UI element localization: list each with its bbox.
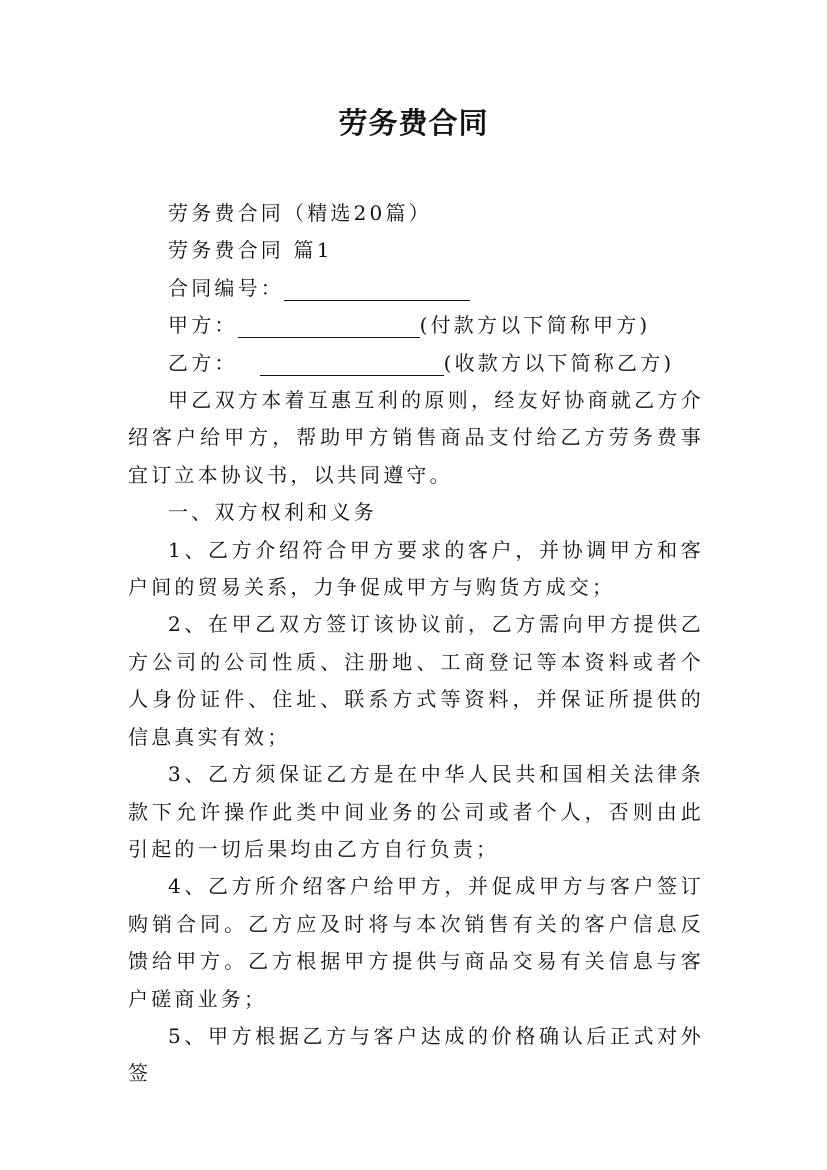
party-a-blank bbox=[238, 315, 420, 338]
section-heading: 劳务费合同 篇1 bbox=[168, 238, 333, 263]
paragraph-clause-2: 2、在甲乙双方签订该协议前，乙方需向甲方提供乙方公司的公司性质、注册地、工商登记等本资料或者个人身份证件、住址、联系方式等资料，并保证所提供的信息真实有效； bbox=[128, 612, 704, 749]
paragraph-clause-3: 3、乙方须保证乙方是在中华人民共和国相关法律条款下允许操作此类中间业务的公司或者个人，否则由此引起的一切后果均由乙方自行负责； bbox=[128, 762, 704, 861]
party-a-note: (付款方以下简称甲方) bbox=[419, 313, 651, 338]
document-title: 劳务费合同 bbox=[338, 106, 489, 140]
subtitle: 劳务费合同（精选20篇） bbox=[168, 201, 432, 225]
contract-number-label: 合同编号： bbox=[168, 275, 284, 300]
paragraph-clause-1: 1、乙方介绍符合甲方要求的客户，并协调甲方和客户间的贸易关系，力争促成甲方与购货方成交； bbox=[128, 537, 704, 600]
party-a-label: 甲方： bbox=[168, 313, 238, 338]
paragraph-clause-4: 4、乙方所介绍客户给甲方，并促成甲方与客户签订购销合同。乙方应及时将与本次销售有关的客户信息反馈给甲方。乙方根据甲方提供与商品交易有关信息与客户磋商业务； bbox=[128, 874, 704, 1011]
paragraph-intro: 甲乙双方本着互惠互利的原则，经友好协商就乙方介绍客户给甲方，帮助甲方销售商品支付给乙方劳务费事宜订立本协议书，以共同遵守。 bbox=[128, 388, 704, 487]
party-b-line bbox=[128, 345, 704, 382]
contract-number-line bbox=[128, 270, 704, 307]
party-b-blank bbox=[260, 353, 444, 376]
contract-number-blank bbox=[284, 278, 470, 301]
party-b-label: 乙方： bbox=[168, 350, 238, 375]
party-a-line bbox=[128, 307, 704, 344]
paragraph-heading-rights: 一、双方权利和义务 bbox=[168, 500, 377, 525]
paragraph-clause-5: 5、甲方根据乙方与客户达成的价格确认后正式对外签 bbox=[128, 1023, 704, 1086]
document-body bbox=[128, 195, 704, 1093]
party-b-note: (收款方以下简称乙方) bbox=[443, 350, 675, 375]
